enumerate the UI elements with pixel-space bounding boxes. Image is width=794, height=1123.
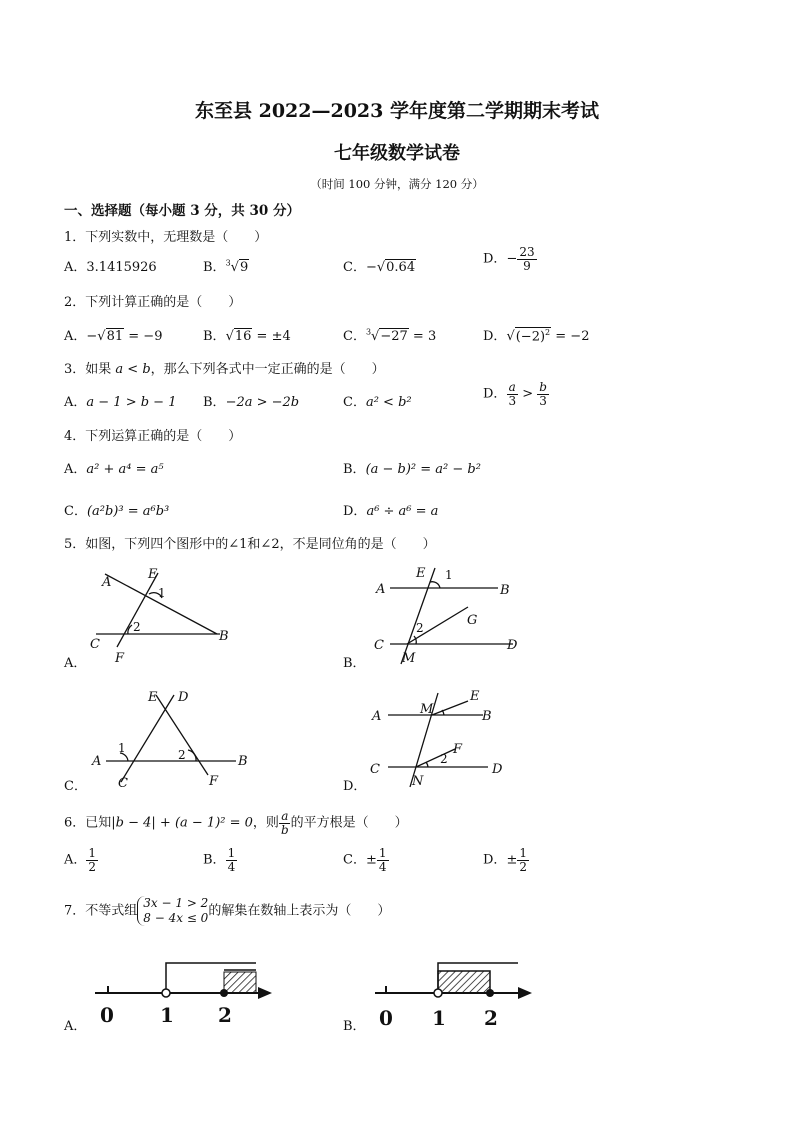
numberline-b-tick-0: 0 [379,1006,393,1030]
q6-stem: 6．已知|b − 4| + (a − 1)² = 0，则 $\frac{a}{b}$ 的平方根是（ ） [64,809,408,837]
section-heading: 一、选择题（每小题 3 分，共 30 分） [64,203,300,219]
q5-figure-a [80,562,240,667]
fig-c-label-F: F [209,774,219,789]
fig-d-label-F: F [453,742,463,757]
q1-option-d: D．− $\frac{23}{9}$ [483,245,535,273]
fig-b-label-M: M [402,651,416,666]
q2-option-b: B．√16 = ±4 [203,329,291,344]
fig-b-label-A: A [376,582,386,597]
fig-a-label-F: F [115,651,125,666]
q5-stem: 5．如图，下列四个图形中的∠1和∠2，不是同位角的是（ ） [64,537,436,552]
q2-option-d: D．$√(-2)^2 = -2$ [483,327,590,344]
q4-option-a: A．a² + a⁴ = a⁵ [64,462,164,477]
fig-c-label-E: E [148,690,158,705]
q5-option-b-label: B． [343,656,366,671]
q6-option-c: C．± $\frac{1}{4}$ [343,846,387,874]
fig-c-label-A: A [92,754,102,769]
fig-b-label-B: B [500,583,510,598]
q1-option-a: A．3.1415926 [64,260,157,275]
q1-option-b: B．$^3$√9 [203,258,249,275]
fig-b-angle-1: 1 [445,568,453,582]
q5-figure-c [88,685,258,793]
fig-d-label-E: E [470,689,480,704]
numberline-b-tick-2: 2 [484,1006,498,1030]
q4-option-c: C．(a²b)³ = a⁶b³ [64,504,170,519]
q2-stem: 2．下列计算正确的是（ ） [64,295,242,310]
exam-title: 东至县 2022—2023 学年度第二学期期末考试 [195,100,599,122]
q1-option-c: C．−√0.64 [343,260,416,275]
fig-a-label-A: A [102,575,112,590]
q7-numberline-b [370,950,540,1030]
fig-c-angle-1: 1 [118,741,126,755]
q2-option-a: A．−√81 = −9 [64,329,163,344]
fig-d-label-B: B [482,709,492,724]
fig-b-label-E: E [416,566,426,581]
numberline-b-tick-1: 1 [432,1006,446,1030]
fig-d-label-D: D [492,762,503,777]
q1-stem: 1．下列实数中，无理数是（ ） [64,230,268,245]
q7-numberline-a [90,950,280,1030]
fig-b-label-D: D [507,638,518,653]
q7-option-a-label: A． [64,1019,87,1034]
exam-info: （时间 100 分钟，满分 120 分） [310,177,484,191]
fig-a-angle-2: 2 [133,620,141,634]
q3-option-c: C．a² < b² [343,395,412,410]
fig-d-label-A: A [372,709,382,724]
q5-option-d-label: D． [343,779,367,794]
q7-option-b-label: B． [343,1019,366,1034]
fig-d-label-N: N [412,774,424,789]
fig-b-angle-2: 2 [416,621,424,635]
q4-stem: 4．下列运算正确的是（ ） [64,429,242,444]
fig-c-label-B: B [238,754,248,769]
q5-figure-d [368,683,518,793]
fig-b-label-C: C [374,638,384,653]
q5-option-c-label: C． [64,779,87,794]
exam-subtitle: 七年级数学试卷 [334,143,460,164]
fig-a-label-B: B [219,629,229,644]
q6-option-a: A． $\frac{1}{2}$ [64,846,97,874]
q2-option-c: C．$^3$√−27 = 3 [343,327,437,344]
fig-c-label-D: D [178,690,189,705]
numberline-a-tick-0: 0 [100,1003,114,1027]
q3-option-d: D． $\frac{a}{3}$ > $\frac{b}{3}$ [483,380,547,408]
fig-a-angle-1: 1 [158,586,166,600]
q7-stem: 7．不等式组 3x − 1 > 2 8 − 4x ≤ 0 的解集在数轴上表示为（ ） [64,896,391,925]
numberline-a-tick-1: 1 [160,1003,174,1027]
q4-option-d: D．a⁶ ÷ a⁶ = a [343,504,439,519]
fig-c-label-C: C [118,776,128,791]
fig-a-label-C: C [90,637,100,652]
q6-option-b: B． $\frac{1}{4}$ [203,846,236,874]
q3-option-b: B．−2a > −2b [203,395,300,410]
fig-a-label-E: E [148,567,158,582]
q5-figure-b [368,560,528,668]
numberline-a-tick-2: 2 [218,1003,232,1027]
q3-option-a: A．a − 1 > b − 1 [64,395,177,410]
q3-stem: 3．如果 a < b，那么下列各式中一定正确的是（ ） [64,362,385,377]
fig-c-angle-2: 2 [178,748,186,762]
fig-b-label-G: G [467,613,478,628]
fig-d-angle-2: 2 [440,752,448,766]
q5-option-a-label: A． [64,656,87,671]
q4-option-b: B．(a − b)² = a² − b² [343,462,481,477]
q6-option-d: D．± $\frac{1}{2}$ [483,846,527,874]
fig-d-label-C: C [370,762,380,777]
fig-d-label-M: M [420,702,434,717]
